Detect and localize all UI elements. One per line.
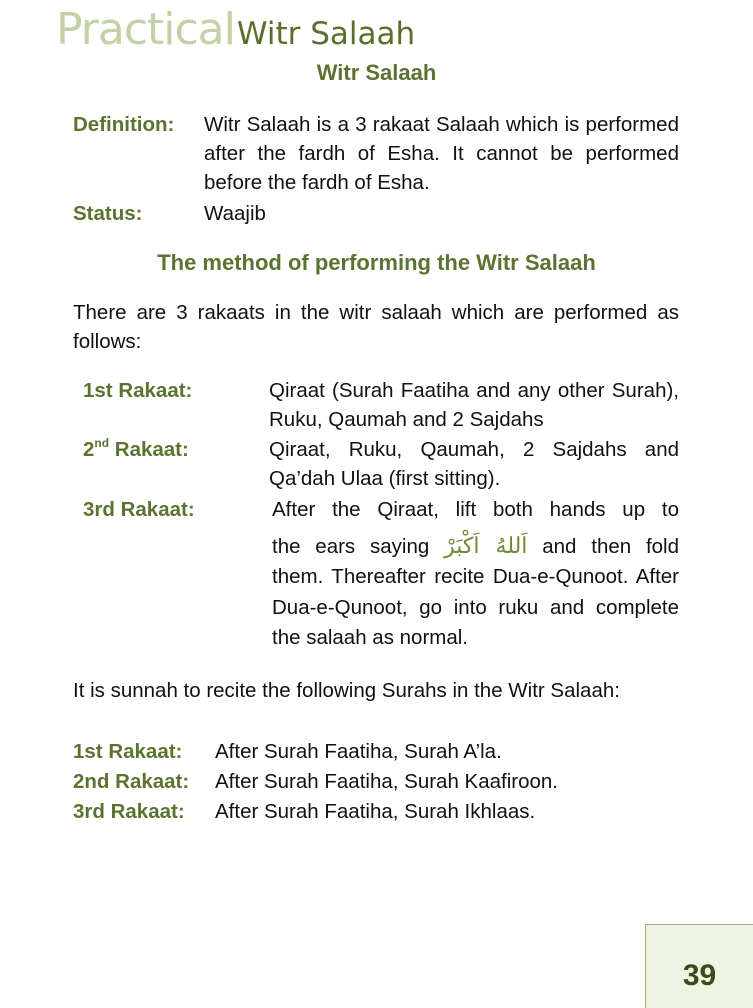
surah-text-3: After Surah Faatiha, Surah Ikhlaas. (215, 800, 536, 823)
sunnah-intro: It is sunnah to recite the following Surahs in the Witr Salaah: (73, 679, 620, 702)
rakaat-label-1: 1st Rakaat: (83, 379, 193, 402)
rakaat-text-2: Qiraat, Ruku, Qaumah, 2 Sajdahs and Qa’dah Ulaa (first sitting). (269, 438, 679, 490)
rakaat-text-3-line2-before: the ears saying (272, 534, 430, 558)
status-text: Waajib (204, 202, 266, 225)
rakaat-label-2-rest: Rakaat: (109, 438, 189, 461)
page-title: Witr Salaah (316, 60, 437, 85)
rakaat-text-3 (272, 495, 679, 654)
rakaat-text-3-line1: After the Qiraat, lift both hands up to (272, 498, 679, 521)
rakaat-text-3-rest: them. Thereafter recite Dua-e-Qunoot. After Dua-e-Qunoot, go into ruku and complete the salaah as normal. (272, 565, 679, 649)
method-intro: There are 3 rakaats in the witr salaah which are performed as follows: (73, 301, 679, 353)
surah-label-1: 1st Rakaat: (73, 740, 183, 763)
section-title: Witr Salaah (236, 16, 416, 52)
page-number-box (645, 924, 753, 1008)
rakaat-label-2-suffix: nd (94, 436, 110, 450)
rakaat-text-3-line2 (272, 532, 679, 563)
rakaat-label-2-number: 2 (83, 438, 95, 461)
brand-title: Practical (56, 4, 235, 55)
surah-text-1: After Surah Faatiha, Surah A’la. (215, 740, 502, 763)
status-label: Status: (73, 202, 143, 225)
page-header (56, 4, 415, 55)
page-number: 39 (682, 959, 717, 992)
surah-text-2: After Surah Faatiha, Surah Kaafiroon. (215, 770, 559, 793)
method-heading: The method of performing the Witr Salaah (157, 250, 596, 275)
rakaat-text-3-line2-after: and then fold (542, 534, 679, 558)
rakaat-label-2 (83, 435, 189, 464)
surah-label-2: 2nd Rakaat: (73, 770, 190, 793)
surah-label-3: 3rd Rakaat: (73, 800, 185, 823)
rakaat-text-1: Qiraat (Surah Faatiha and any other Surah), Ruku, Qaumah and 2 Sajdahs (269, 379, 679, 431)
definition-label: Definition: (73, 113, 175, 136)
definition-text: Witr Salaah is a 3 rakaat Salaah which is performed after the fardh of Esha. It cannot be performed before the fardh of Esha. (204, 113, 679, 194)
rakaat-label-3: 3rd Rakaat: (83, 498, 195, 521)
arabic-takbeer: اَللهُ اَكْبَرْ (444, 533, 528, 559)
